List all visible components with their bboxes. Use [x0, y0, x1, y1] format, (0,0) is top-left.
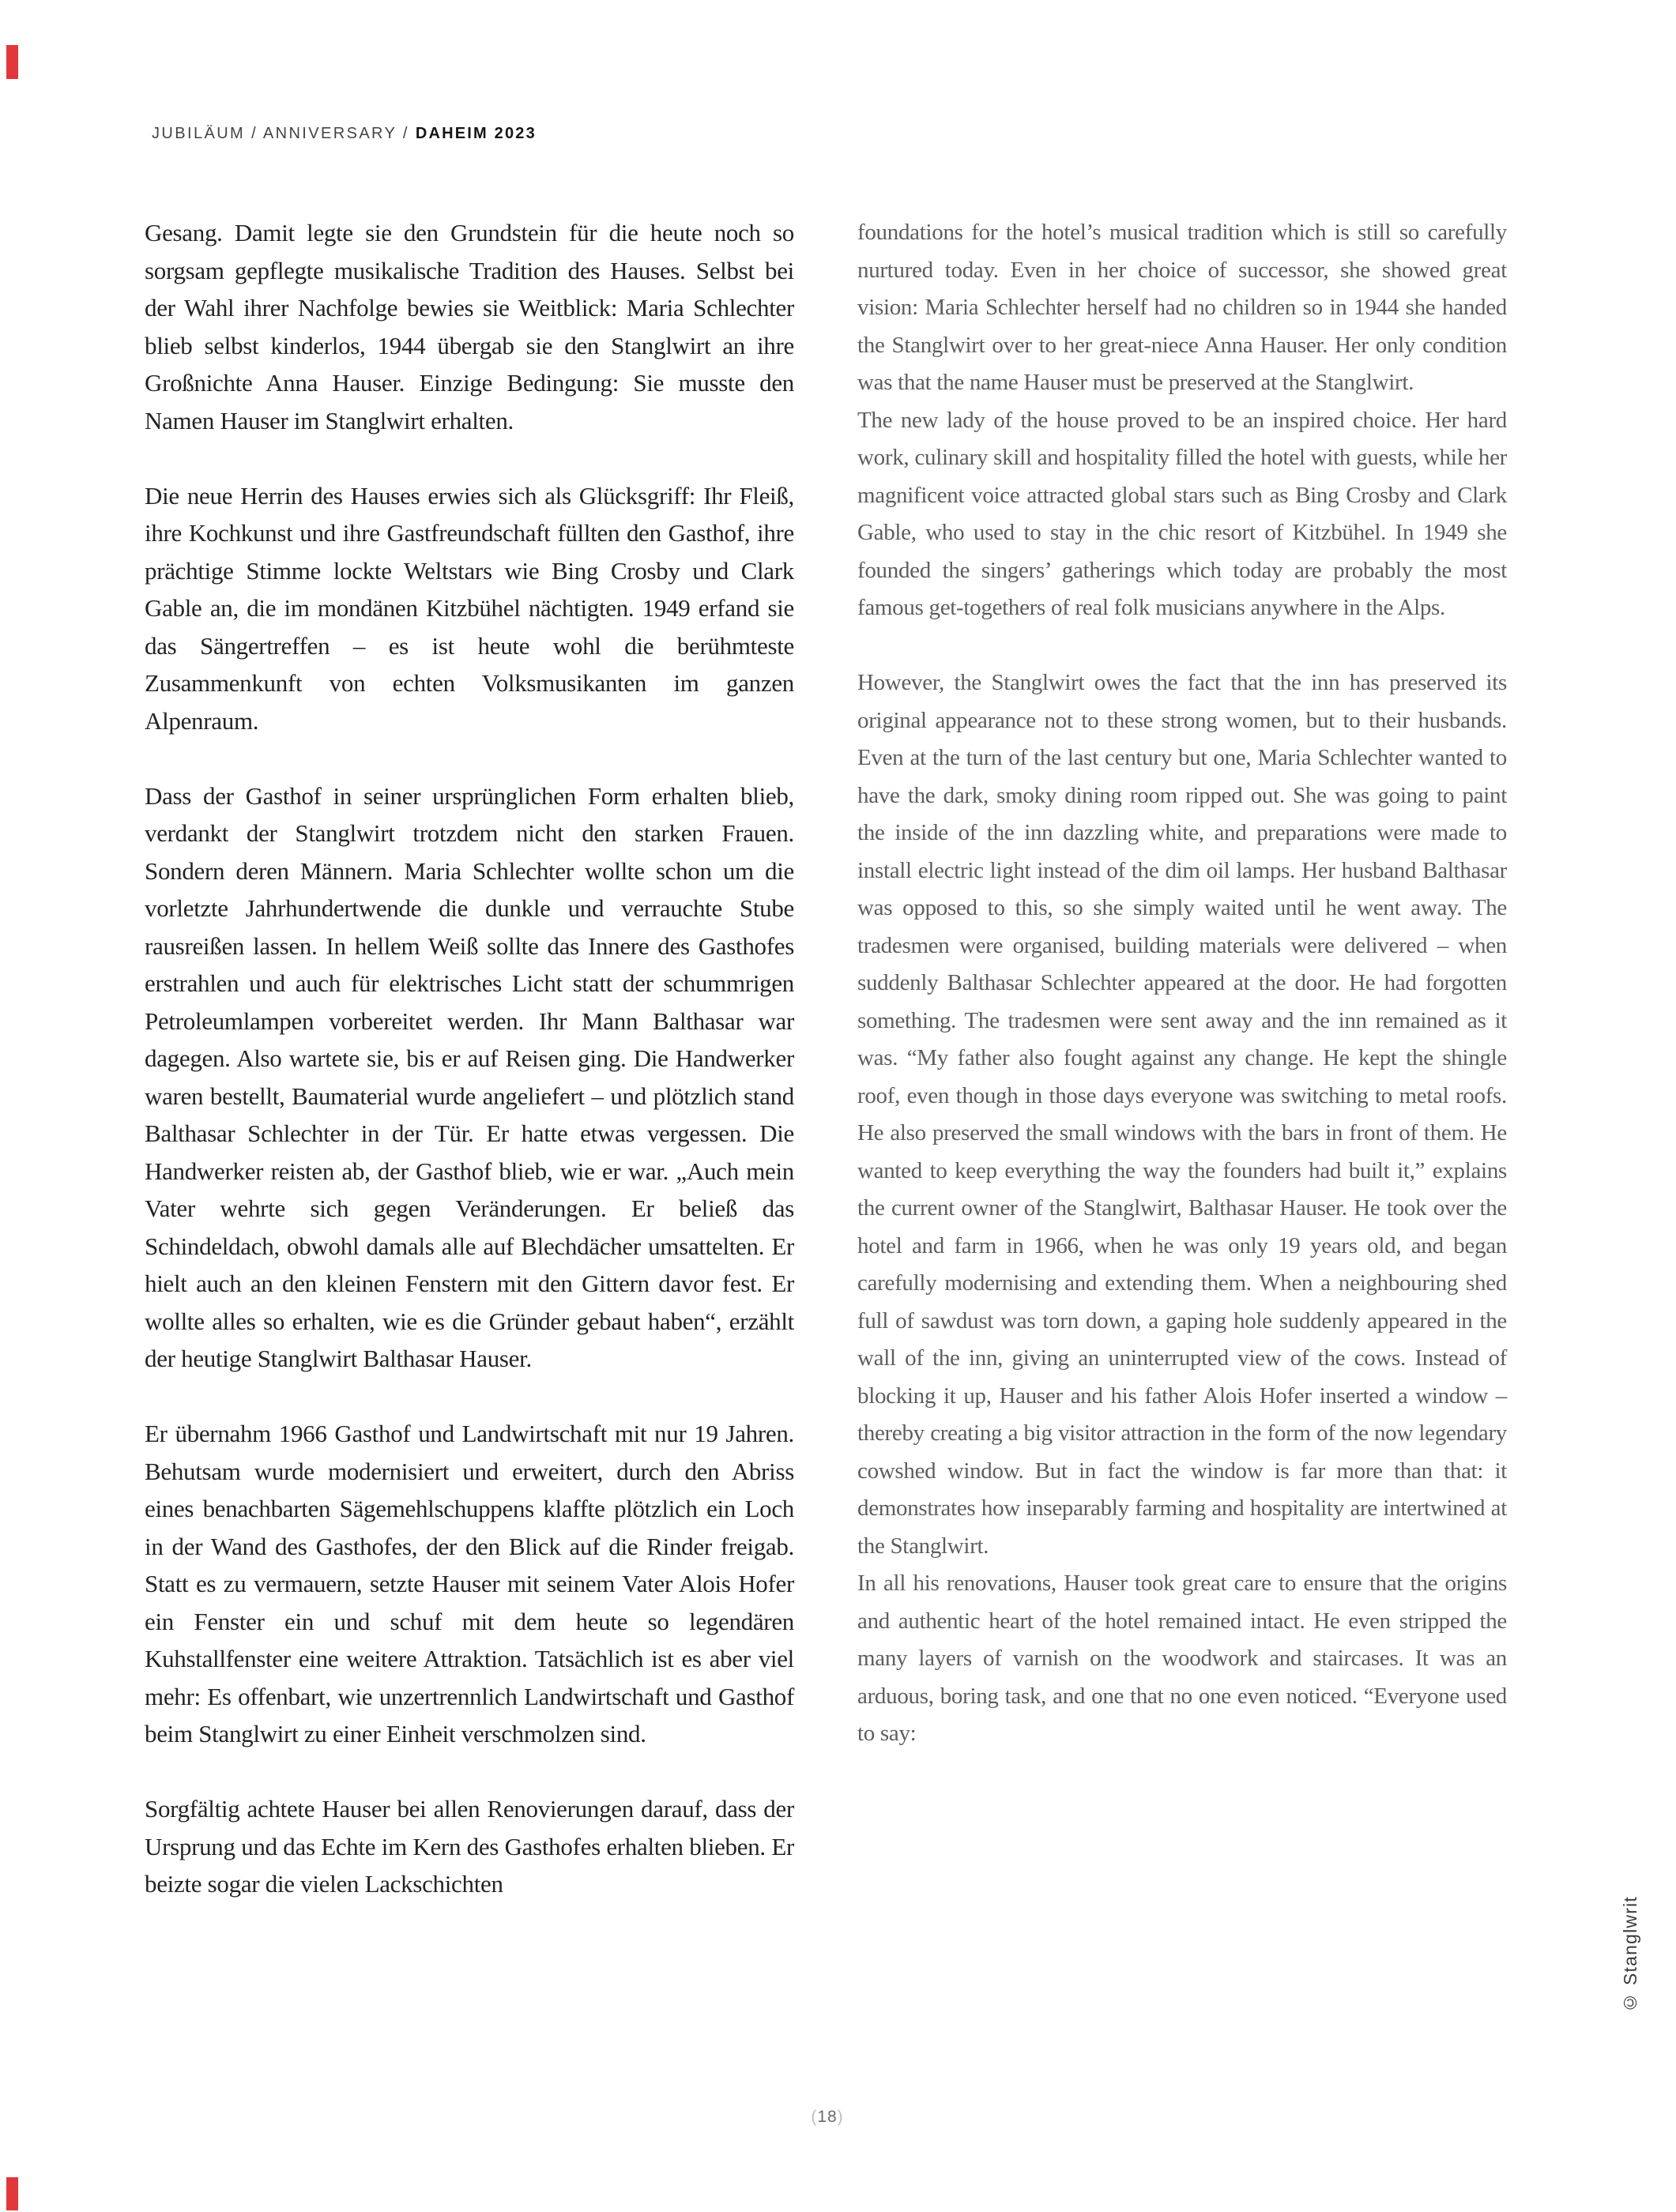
page-number-right-paren: ) [837, 2108, 844, 2126]
paragraph: The new lady of the house proved to be an inspired choice. Her hard work, culinary skill and hospitality filled the hotel with guests, while her magnificent voice attracted global stars such as Bing Crosby and Clark Gable, who used to stay in the chic resort of Kitzbühel. In 1949 she founded the singers’ gatherings which today are probably the most famous get-togethers of real folk musicians anywhere in the Alps. [857, 407, 1507, 620]
paragraph: Dass der Gasthof in seiner ursprünglichen Form erhalten blieb, verdankt der Stanglwirt trotzdem nicht den starken Frauen. Sondern deren Männern. Maria Schlechter wollte schon um die vorletzte Jahrhundertwende die dunkle und verrauchte Stube rausreißen lassen. In hellem Weiß sollte das Innere des Gasthofes erstrahlen und auch für elektrisches Licht statt der schummrigen Petroleumlampen vorbereitet werden. Ihr Mann Balthasar war dagegen. Also wartete sie, bis er auf Reisen ging. Die Handwerker waren bestellt, Baumaterial wurde angeliefert – und plötzlich stand Balthasar Schlechter in der Tür. Er hatte etwas vergessen. Die Handwerker reisten ab, der Gasthof blieb, wie er war. „Auch mein Vater wehrte sich gegen Veränderungen. Er beließ das Schindeldach, obwohl damals alle auf Blechdächer umsattelten. Er hielt auch an den kleinen Fenstern mit den Gittern davor fest. Er wollte alles so erhalten, wie es die Gründer gebaut haben“, erzählt der heutige Stanglwirt Balthasar Hauser. [145, 781, 794, 1372]
article-body [145, 214, 1507, 1903]
paragraph: In all his renovations, Hauser took great care to ensure that the origins and authentic heart of the hotel remained intact. He even stripped the many layers of varnish on the woodwork and staircases. It was an arduous, boring task, and one that no one even noticed. “Everyone used to say: [857, 1571, 1507, 1746]
photo-credit: © Stanglwrit [1620, 1896, 1640, 2013]
paragraph: Er übernahm 1966 Gasthof und Landwirtschaft mit nur 19 Jahren. Behutsam wurde modernisiert und erweitert, durch den Abriss eines benachbarten Sägemehlschuppens klaffte plötzlich ein Loch in der Wand des Gasthofes, der den Blick auf die Rinder freigab. Statt es zu vermauern, setzte Hauser mit seinem Vater Alois Hofer ein Fenster ein und schuf mit dem heute so legendären Kuhstallfenster eine weitere Attraktion. Tatsächlich ist es aber viel mehr: Es offenbart, wie unzertrennlich Landwirtschaft und Gasthof beim Stanglwirt zu einer Einheit verschmolzen sind. [145, 1420, 794, 1747]
red-bleed-mark-top [6, 45, 18, 79]
page-number-value: 18 [817, 2108, 838, 2126]
german-text-column [145, 214, 794, 1903]
red-bleed-mark-bottom [6, 2177, 18, 2210]
section-header [152, 125, 537, 143]
paragraph: foundations for the hotel’s musical tradition which is still so carefully nurtured today. Even in her choice of successor, she showed great vision: Maria Schlechter herself had no children so in 1944 she handed the Stanglwirt over to her great-niece Anna Hauser. Her only condition was that the name Hauser must be preserved at the Stanglwirt. [857, 220, 1507, 395]
section-label: JUBILÄUM / ANNIVERSARY / [152, 125, 409, 142]
paragraph: However, the Stanglwirt owes the fact that the inn has preserved its original appearance not to these strong women, but to their husbands. Even at the turn of the last century but one, Maria Schlechter wanted to have the dark, smoky dining room ripped out. She was going to paint the inside of the inn dazzling white, and preparations were made to install electric light instead of the dim oil lamps. Her husband Balthasar was opposed to this, so she simply waited until he went away. The tradesmen were organised, building materials were delivered – when suddenly Balthasar Schlechter appeared at the door. He had forgotten something. The tradesmen were sent away and the inn remained as it was. “My father also fought against any change. He kept the shingle roof, even though in those days everyone was switching to metal roofs. He also preserved the small windows with the bars in front of them. He wanted to keep everything the way the founders had built it,” explains the current owner of the Stanglwirt, Balthasar Hauser. He took over the hotel and farm in 1966, when he was only 19 years old, and began carefully modernising and extending them. When a neighbouring shed full of sawdust was torn down, a gaping hole suddenly appeared in the wall of the inn, giving an uninterrupted view of the cows. Instead of blocking it up, Hauser and his father Alois Hofer inserted a window – thereby creating a big visitor attraction in the form of the now legendary cowshed window. But in fact the window is far more than that: it demonstrates how inseparably farming and hospitality are intertwined at the Stanglwirt. [857, 670, 1507, 1559]
paragraph: Die neue Herrin des Hauses erwies sich als Glücksgriff: Ihr Fleiß, ihre Kochkunst und ihre Gastfreundschaft füllten den Gasthof, ihre prächtige Stimme lockte Weltstars wie Bing Crosby und Clark Gable an, die im mondänen Kitzbühel nächtigten. 1949 erfand sie das Sängertreffen – es ist heute wohl die berühmteste Zusammenkunft von echten Volksmusikanten im ganzen Alpenraum. [145, 481, 794, 735]
paragraph: Sorgfältig achtete Hauser bei allen Renovierungen darauf, dass der Ursprung und das Echte im Kern des Gasthofes erhalten blieben. Er beizte sogar die vielen Lackschichten [145, 1795, 794, 1898]
paragraph: Gesang. Damit legte sie den Grundstein für die heute noch so sorgsam gepflegte musikalische Tradition des Hauses. Selbst bei der Wahl ihrer Nachfolge bewies sie Weitblick: Maria Schlechter blieb selbst kinderlos, 1944 übergab sie den Stanglwirt an ihre Großnichte Anna Hauser. Einzige Bedingung: Sie musste den Namen Hauser im Stanglwirt erhalten. [145, 219, 794, 434]
page-number-left-paren: ( [811, 2108, 818, 2126]
page-number [811, 2108, 843, 2127]
english-text-column [857, 214, 1507, 1903]
publication-name: DAHEIM 2023 [415, 125, 537, 142]
